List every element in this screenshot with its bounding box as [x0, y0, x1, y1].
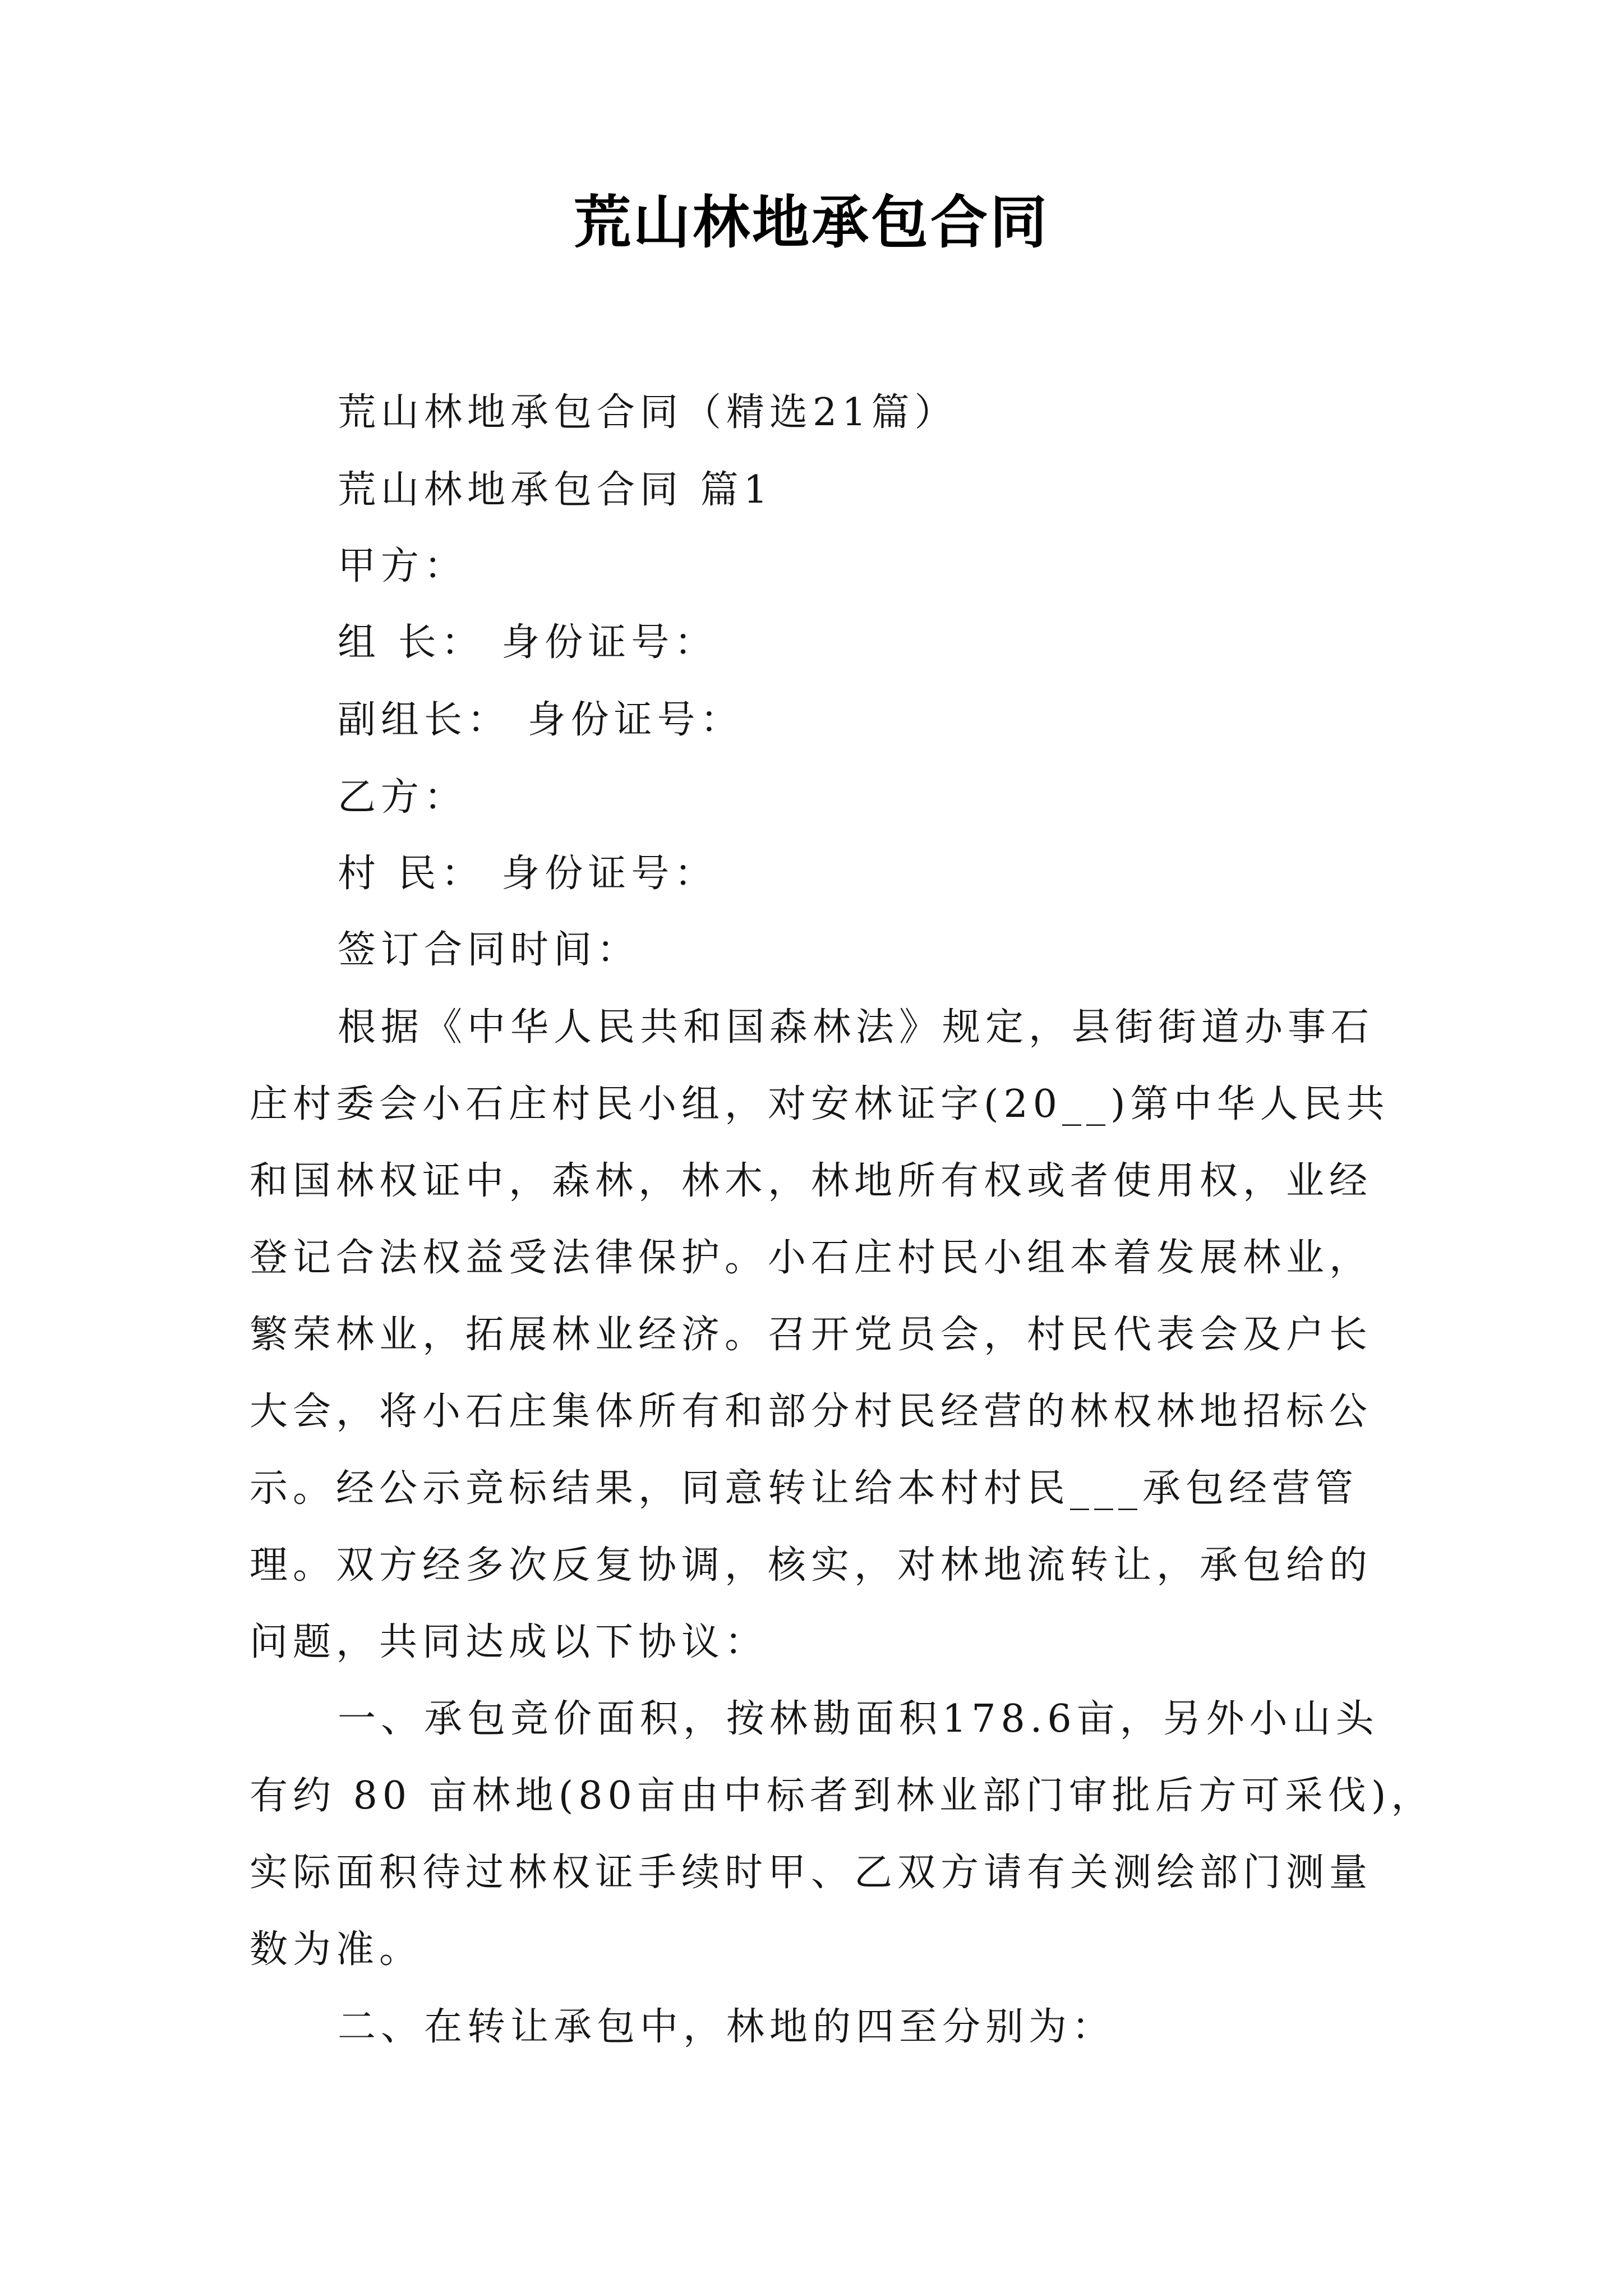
party-b-label: 乙方：: [338, 775, 468, 820]
clause-one-line: 有约 80 亩林地(80亩由中标者到林业部门审批后方可采伐)，: [250, 1774, 1435, 1818]
clause-one-line: 实际面积待过林权证手续时甲、乙双方请有关测绘部门测量: [250, 1851, 1373, 1895]
paragraph-line: 和国林权证中，森林，林木，林地所有权或者使用权，业经: [250, 1159, 1373, 1203]
paragraph-line: 繁荣林业，拓展林业经济。召开党员会，村民代表会及户长: [250, 1313, 1373, 1357]
section-heading: 荒山林地承包合同 篇1: [338, 468, 773, 512]
subtitle-line: 荒山林地承包合同（精选21篇）: [338, 390, 958, 435]
signing-date-line: 签订合同时间：: [338, 928, 640, 972]
group-leader-line: 组 长： 身份证号：: [338, 620, 718, 665]
paragraph-line: 示。经公示竞标结果，同意转让给本村村民___承包经营管: [250, 1466, 1359, 1511]
deputy-leader-line: 副组长： 身份证号：: [338, 698, 744, 742]
clause-one-line: 数为准。: [250, 1927, 423, 1972]
clause-two-line: 二、在转让承包中，林地的四至分别为：: [338, 2005, 1115, 2049]
villager-line: 村 民： 身份证号：: [338, 852, 718, 896]
paragraph-line: 根据《中华人民共和国森林法》规定，县街街道办事石: [338, 1005, 1375, 1050]
clause-one-line: 一、承包竞价面积，按林勘面积178.6亩，另外小山头: [338, 1697, 1379, 1741]
paragraph-line: 大会，将小石庄集体所有和部分村民经营的林权林地招标公: [250, 1389, 1373, 1434]
party-a-label: 甲方：: [338, 544, 468, 588]
paragraph-line: 问题，共同达成以下协议：: [250, 1620, 768, 1664]
document-title: 荒山林地承包合同: [574, 189, 1049, 256]
paragraph-line: 登记合法权益受法律保护。小石庄村民小组本着发展林业，: [250, 1236, 1373, 1280]
paragraph-line: 庄村委会小石庄村民小组，对安林证字(20__)第中华人民共: [250, 1082, 1390, 1126]
paragraph-line: 理。双方经多次反复协调，核实，对林地流转让，承包给的: [250, 1543, 1373, 1588]
